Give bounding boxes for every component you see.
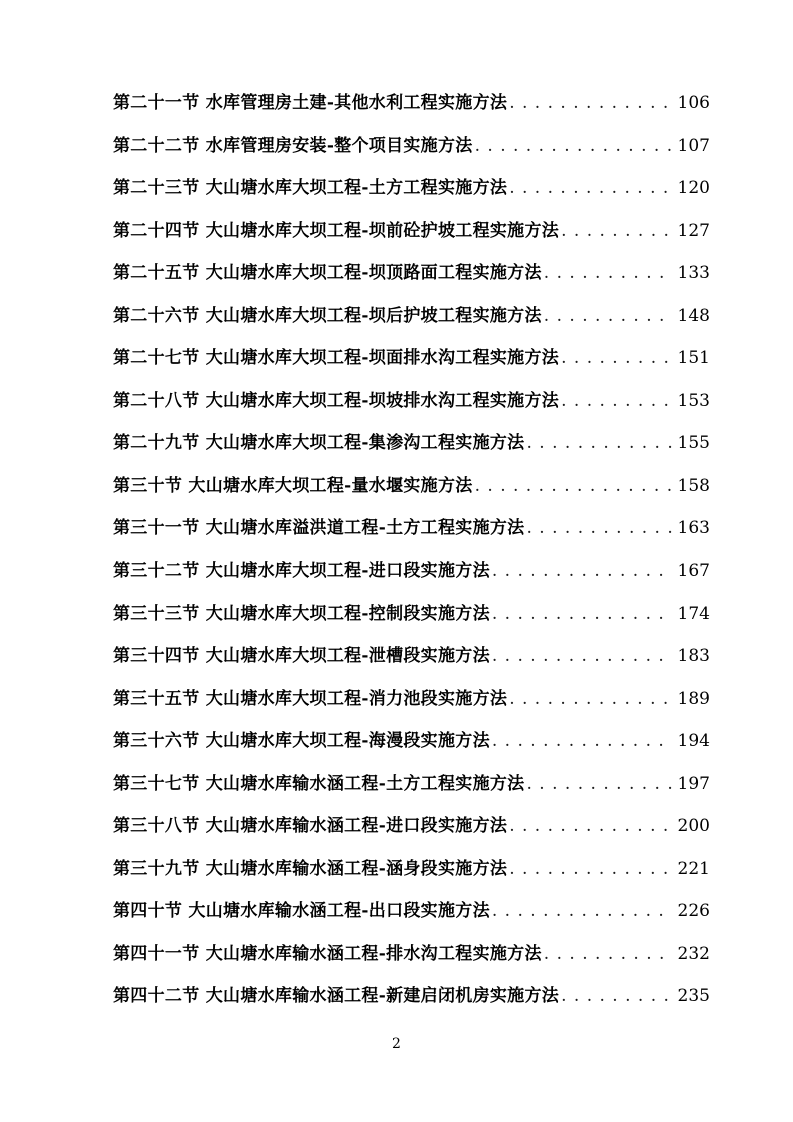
toc-entry[interactable] [113,593,710,636]
toc-entry-title: 第三十节 大山塘水库大坝工程-量水堰实施方法 [113,475,473,496]
toc-entry-title: 第二十二节 水库管理房安装-整个项目实施方法 [113,135,473,156]
toc-entry-page: 153 [677,390,710,411]
toc-entry[interactable] [113,763,710,806]
footer-page-number: 2 [392,1036,401,1052]
toc-entry-page: 133 [677,263,710,284]
leader-dots [526,422,672,465]
toc-entry[interactable] [113,465,710,508]
toc-entry-title: 第四十二节 大山塘水库输水涵工程-新建启闭机房实施方法 [113,986,560,1007]
toc-entry-page: 189 [677,688,710,709]
toc-entry-title: 第二十三节 大山塘水库大坝工程-土方工程实施方法 [113,178,508,199]
toc-entry[interactable] [113,82,710,125]
toc-entry-page: 127 [677,220,710,241]
leader-dots [509,848,672,891]
toc-entry-page: 194 [677,731,710,752]
toc-entry[interactable] [113,210,710,253]
leader-dots [509,805,672,848]
toc-entry[interactable] [113,678,710,721]
toc-entry-page: 151 [677,348,710,369]
toc-entry-page: 167 [677,561,710,582]
leader-dots [561,337,672,380]
toc-entry-page: 148 [677,305,710,326]
toc-entry[interactable] [113,550,710,593]
leader-dots [492,890,672,933]
toc-entry-title: 第三十六节 大山塘水库大坝工程-海漫段实施方法 [113,731,490,752]
leader-dots [544,933,672,976]
leader-dots [561,380,672,423]
toc-entry-page: 183 [677,646,710,667]
toc-entry-title: 第四十一节 大山塘水库输水涵工程-排水沟工程实施方法 [113,943,542,964]
toc-entry-page: 235 [677,986,710,1007]
toc-entry-title: 第三十八节 大山塘水库输水涵工程-进口段实施方法 [113,816,508,837]
toc-entry[interactable] [113,975,710,1018]
leader-dots [475,125,672,168]
toc-entry-page: 221 [677,858,710,879]
leader-dots [509,82,672,125]
leader-dots [544,252,672,295]
leader-dots [509,678,672,721]
leader-dots [492,720,672,763]
toc-entry-title: 第二十一节 水库管理房土建-其他水利工程实施方法 [113,93,508,113]
leader-dots [526,507,672,550]
toc-entry[interactable] [113,295,710,338]
toc-entry-page: 155 [677,433,710,454]
toc-entry[interactable] [113,635,710,678]
toc-entry-title: 第二十七节 大山塘水库大坝工程-坝面排水沟工程实施方法 [113,348,560,369]
toc-entry-page: 200 [677,816,710,837]
toc-entry-page: 174 [677,603,710,624]
leader-dots [492,593,672,636]
toc-entry-title: 第二十八节 大山塘水库大坝工程-坝坡排水沟工程实施方法 [113,390,560,411]
toc-entry[interactable] [113,805,710,848]
toc-entry[interactable] [113,720,710,763]
leader-dots [475,465,672,508]
toc-entry-title: 第三十四节 大山塘水库大坝工程-泄槽段实施方法 [113,646,490,667]
toc-entry-page: 232 [677,943,710,964]
toc-entry-title: 第三十三节 大山塘水库大坝工程-控制段实施方法 [113,603,490,624]
toc-entry-title: 第三十一节 大山塘水库溢洪道工程-土方工程实施方法 [113,518,525,539]
toc-entry-page: 163 [677,518,710,539]
toc-entry-title: 第二十六节 大山塘水库大坝工程-坝后护坡工程实施方法 [113,305,542,326]
toc-entry-page: 107 [677,135,710,156]
toc-entry-title: 第二十四节 大山塘水库大坝工程-坝前砼护坡工程实施方法 [113,220,560,241]
toc-entry-title: 第四十节 大山塘水库输水涵工程-出口段实施方法 [113,901,490,922]
toc-entry[interactable] [113,422,710,465]
toc-entry[interactable] [113,890,710,933]
toc-entry-title: 第三十七节 大山塘水库输水涵工程-土方工程实施方法 [113,773,525,794]
toc-entry[interactable] [113,848,710,891]
toc-entry[interactable] [113,507,710,550]
leader-dots [544,295,672,338]
toc-entry-title: 第三十二节 大山塘水库大坝工程-进口段实施方法 [113,561,490,582]
toc-entry[interactable] [113,337,710,380]
toc-entry-page: 106 [677,93,710,113]
toc-entry-page: 158 [677,475,710,496]
toc-entry[interactable] [113,167,710,210]
toc-entry-title: 第二十九节 大山塘水库大坝工程-集渗沟工程实施方法 [113,433,525,454]
leader-dots [561,210,672,253]
leader-dots [492,550,672,593]
table-of-contents [113,82,710,1018]
leader-dots [492,635,672,678]
leader-dots [509,167,672,210]
toc-entry-title: 第三十九节 大山塘水库输水涵工程-涵身段实施方法 [113,858,508,879]
toc-entry-page: 120 [677,178,710,199]
toc-entry[interactable] [113,933,710,976]
toc-entry-page: 226 [677,901,710,922]
leader-dots [526,763,672,806]
toc-entry-title: 第二十五节 大山塘水库大坝工程-坝顶路面工程实施方法 [113,263,542,284]
toc-entry-page: 197 [677,773,710,794]
toc-entry[interactable] [113,380,710,423]
toc-entry[interactable] [113,125,710,168]
leader-dots [561,975,672,1018]
toc-entry[interactable] [113,252,710,295]
toc-entry-title: 第三十五节 大山塘水库大坝工程-消力池段实施方法 [113,688,508,709]
